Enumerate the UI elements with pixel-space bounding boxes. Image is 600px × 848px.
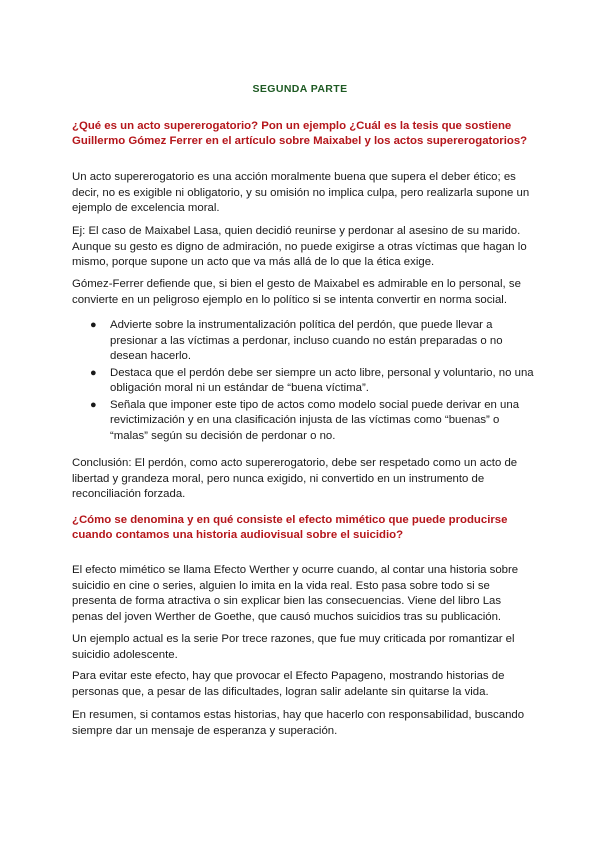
- definition-text: Un acto supererogatorio es una acción moralmente buena que supera el deber ético; es decir, no es exigible ni obligatorio, y su omisión no implica culpa, pero realizarla supone un ejemplo de excelencia moral.: [72, 171, 530, 214]
- question-2-text: ¿Cómo se denomina y en qué consiste el efecto mimético que puede producirse cuando contamos una historia audiovisual sobre el suicidio?: [72, 514, 508, 541]
- section-title: SEGUNDA PARTE: [252, 83, 348, 95]
- conclusion-paragraph: [72, 456, 534, 503]
- bullet-icon: ●: [90, 398, 97, 411]
- bullet-list: [72, 318, 534, 445]
- question-2: [72, 513, 534, 543]
- papageno-text: Para evitar este efecto, hay que provocar el Efecto Papageno, mostrando historias de personas que, a pesar de las dificultades, logran salir adelante sin quitarse la vida.: [72, 670, 505, 698]
- example-paragraph: [72, 224, 534, 271]
- conclusion-text: Conclusión: El perdón, como acto supererogatorio, debe ser respetado como un acto de libertad y grandeza moral, pero nunca exigido, ni convertido en un instrumento de reconciliación forzada.: [72, 457, 518, 500]
- papageno-paragraph: [72, 669, 534, 700]
- question-1: [72, 119, 534, 149]
- list-item-text: Señala que imponer este tipo de actos como modelo social puede derivar en una revictimización y en una clasificación injusta de las víctimas como “buenas” o “malas” según su decisión de perdonar o no.: [110, 398, 520, 442]
- example-series-paragraph: [72, 632, 534, 663]
- thesis-paragraph: [72, 277, 534, 308]
- bullet-icon: ●: [90, 319, 97, 331]
- werther-paragraph: [72, 563, 534, 625]
- summary-paragraph: [72, 708, 534, 739]
- question-1-text: ¿Qué es un acto supererogatorio? Pon un ejemplo ¿Cuál es la tesis que sostiene Guillermo Gómez Ferrer en el artículo sobre Maixabel y los actos supererogatorios?: [72, 120, 528, 147]
- bullet-icon: ●: [90, 366, 97, 379]
- example-text: Ej: El caso de Maixabel Lasa, quien decidió reunirse y perdonar al asesino de su marido. Aunque su gesto es digno de admiración, no puede exigirse a otras víctimas que hagan lo mismo, porque supone un acto que va más allá de lo que la ética exige.: [72, 225, 527, 268]
- summary-text: En resumen, si contamos estas historias, hay que hacerlo con responsabilidad, buscando siempre dar un mensaje de esperanza y superación.: [72, 709, 525, 737]
- list-item-text: Advierte sobre la instrumentalización política del perdón, que puede llevar a presionar a las víctimas a perdonar, incluso cuando no están preparadas o no desean hacerlo.: [110, 319, 503, 362]
- werther-text: El efecto mimético se llama Efecto Werther y ocurre cuando, al contar una historia sobre suicidio en cine o series, alguien lo imita en la vida real. Esto pasa sobre todo si se presenta de forma atractiva o sin explicar bien las consecuencias. Viene del libro Las penas del joven Werther de Goethe, que causó muchos suicidios tras su publicación.: [72, 564, 519, 623]
- list-item: [72, 318, 534, 365]
- list-item: [72, 398, 534, 445]
- thesis-text: Gómez-Ferrer defiende que, si bien el gesto de Maixabel es admirable en lo personal, se convierte en un peligroso ejemplo en lo político si se intenta convertir en norma social.: [72, 278, 521, 306]
- list-item-text: Destaca que el perdón debe ser siempre un acto libre, personal y voluntario, no una obligación moral ni un estándar de “buena víctima”.: [110, 366, 534, 394]
- example-series-text: Un ejemplo actual es la serie Por trece razones, que fue muy criticada por romantizar el suicidio adolescente.: [72, 633, 515, 661]
- list-item: [72, 366, 534, 397]
- definition-paragraph: [72, 170, 534, 217]
